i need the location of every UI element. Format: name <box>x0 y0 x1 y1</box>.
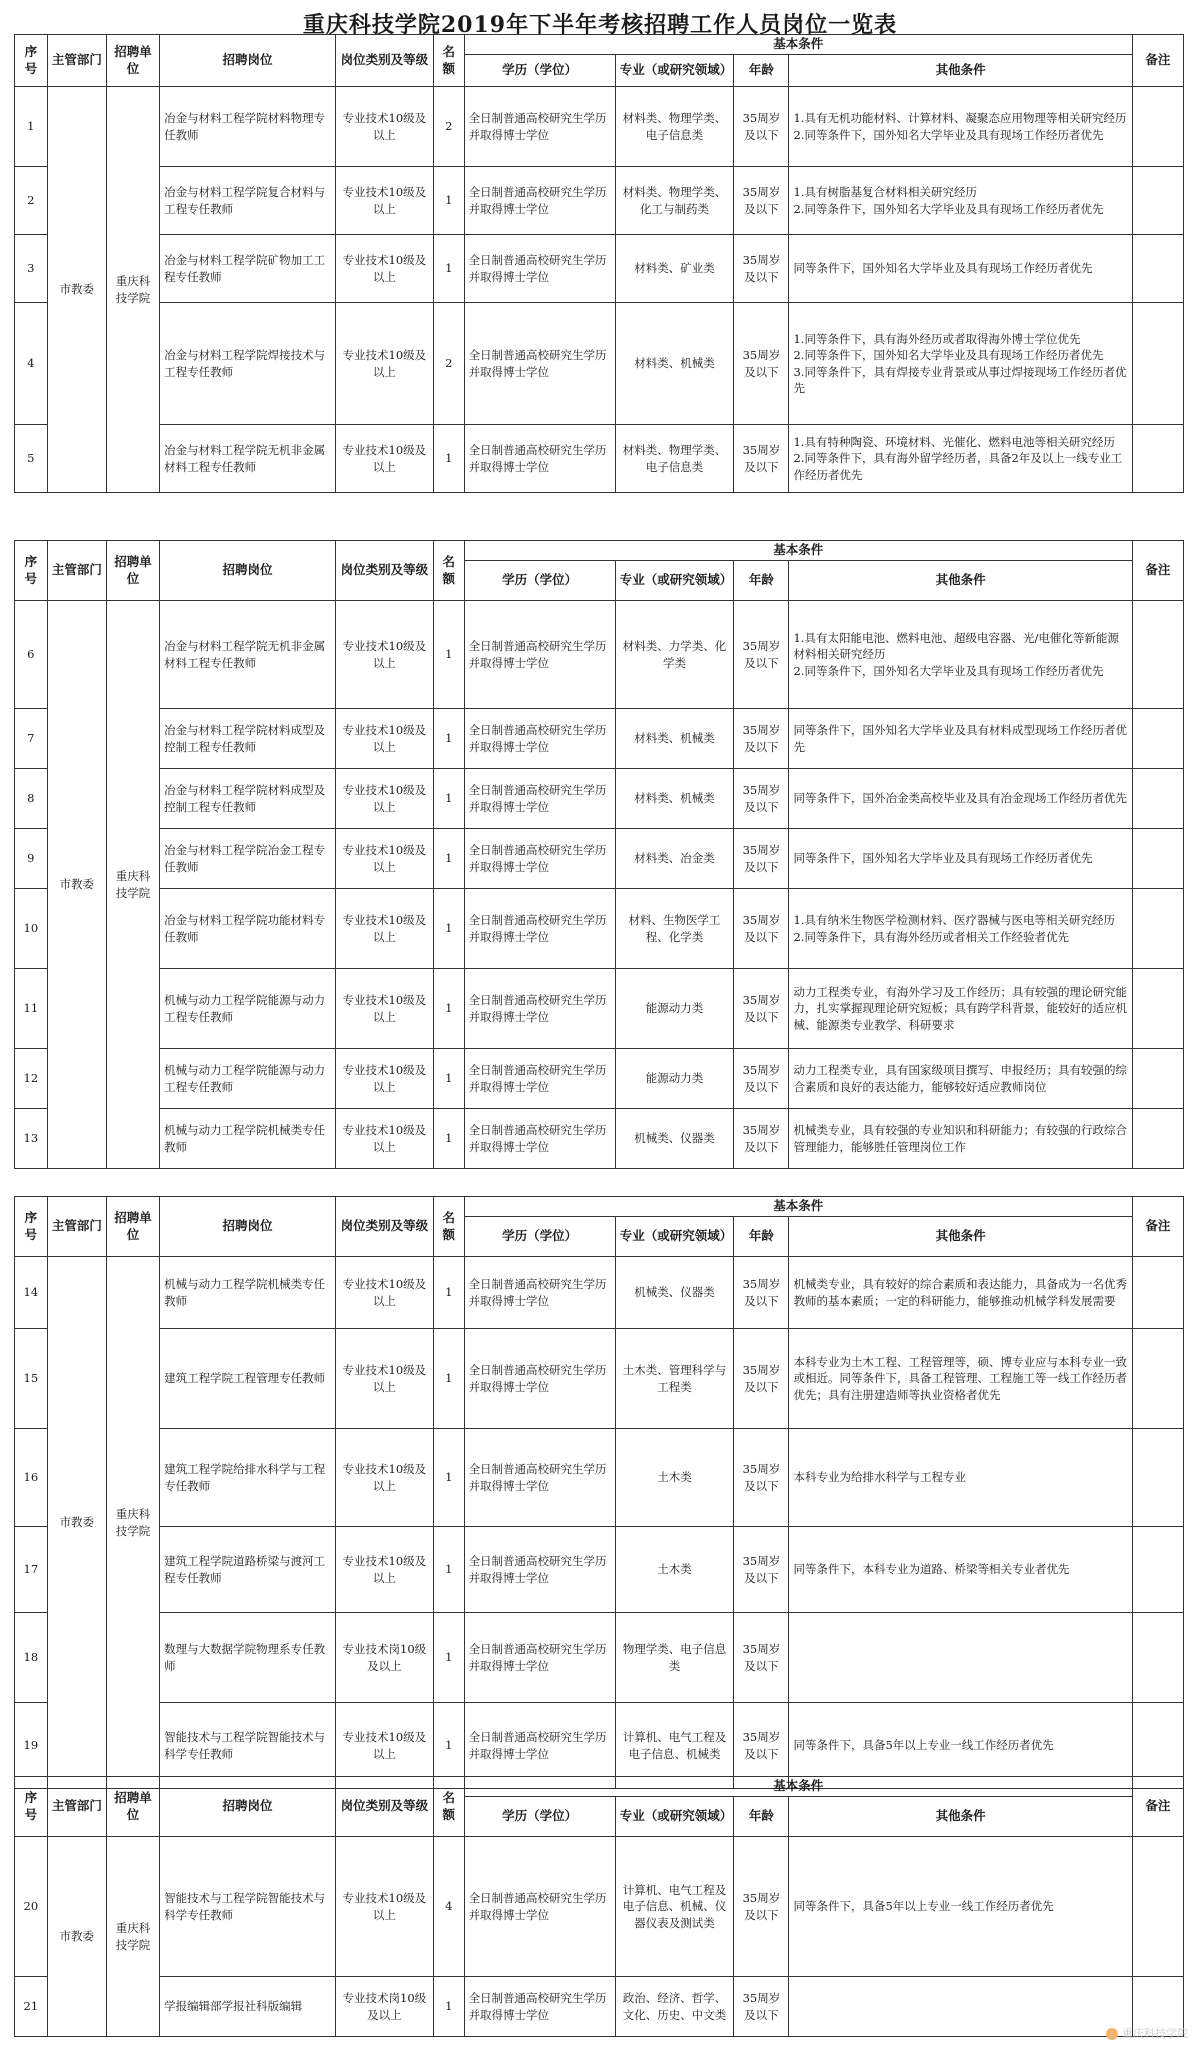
header-major: 专业（或研究领域） <box>615 1217 734 1257</box>
row-other: 动力工程类专业，有海外学习及工作经历；具有较强的理论研究能力，扎实掌握现理论研究短板；具有跨学科背景，能较好的适应机械、能源类专业教学、科研要求 <box>789 969 1132 1049</box>
row-education: 全日制普通高校研究生学历并取得博士学位 <box>464 601 615 709</box>
row-post: 机械与动力工程学院能源与动力工程专任教师 <box>160 1049 336 1109</box>
header-dept: 主管部门 <box>47 541 106 601</box>
header-other: 其他条件 <box>789 55 1132 87</box>
watermark <box>1106 2025 1188 2041</box>
watermark-text: 重庆科技学院 <box>1122 2027 1188 2040</box>
row-remark <box>1132 1613 1183 1703</box>
row-education: 全日制普通高校研究生学历并取得博士学位 <box>464 1049 615 1109</box>
row-remark <box>1132 889 1183 969</box>
row-post: 冶金与材料工程学院复合材料与工程专任教师 <box>160 167 336 235</box>
table-row <box>15 303 1184 425</box>
row-category: 专业技术10级及以上 <box>335 87 433 167</box>
row-count: 1 <box>433 1109 464 1169</box>
row-seq: 10 <box>15 889 48 969</box>
row-category: 专业技术10级及以上 <box>335 167 433 235</box>
row-post: 智能技术与工程学院智能技术与科学专任教师 <box>160 1837 336 1977</box>
row-major: 材料、生物医学工程、化学类 <box>615 889 734 969</box>
row-unit: 重庆科技学院 <box>106 601 159 1169</box>
row-category: 专业技术10级及以上 <box>335 601 433 709</box>
header-dept: 主管部门 <box>47 1777 106 1837</box>
header-count: 名额 <box>433 35 464 87</box>
row-post: 冶金与材料工程学院材料物理专任教师 <box>160 87 336 167</box>
row-count: 1 <box>433 969 464 1049</box>
header-education: 学历（学位） <box>464 55 615 87</box>
row-age: 35周岁及以下 <box>734 235 789 303</box>
row-major: 材料类、物理学类、电子信息类 <box>615 87 734 167</box>
row-other: 1.具有特种陶瓷、环境材料、光催化、燃料电池等相关研究经历 2.同等条件下，具有海外留学经历者，具备2年及以上一线专业工作经历者优先 <box>789 425 1132 493</box>
row-seq: 15 <box>15 1329 48 1429</box>
header-row <box>15 1777 1184 1797</box>
row-major: 土木类 <box>615 1429 734 1527</box>
row-post: 冶金与材料工程学院焊接技术与工程专任教师 <box>160 303 336 425</box>
row-remark <box>1132 1049 1183 1109</box>
row-remark <box>1132 1837 1183 1977</box>
row-post: 建筑工程学院道路桥梁与渡河工程专任教师 <box>160 1527 336 1613</box>
row-age: 35周岁及以下 <box>734 829 789 889</box>
table-row <box>15 1977 1184 2037</box>
row-count: 1 <box>433 601 464 709</box>
row-count: 1 <box>433 1329 464 1429</box>
row-post: 机械与动力工程学院能源与动力工程专任教师 <box>160 969 336 1049</box>
row-education: 全日制普通高校研究生学历并取得博士学位 <box>464 167 615 235</box>
row-education: 全日制普通高校研究生学历并取得博士学位 <box>464 1329 615 1429</box>
row-age: 35周岁及以下 <box>734 1613 789 1703</box>
row-category: 专业技术10级及以上 <box>335 969 433 1049</box>
row-education: 全日制普通高校研究生学历并取得博士学位 <box>464 1977 615 2037</box>
header-category: 岗位类别及等级 <box>335 541 433 601</box>
row-major: 能源动力类 <box>615 1049 734 1109</box>
header-category: 岗位类别及等级 <box>335 1197 433 1257</box>
row-post: 建筑工程学院工程管理专任教师 <box>160 1329 336 1429</box>
table-row <box>15 235 1184 303</box>
row-count: 1 <box>433 1257 464 1329</box>
row-seq: 19 <box>15 1703 48 1789</box>
header-category: 岗位类别及等级 <box>335 1777 433 1837</box>
row-other <box>789 1977 1132 2037</box>
row-remark <box>1132 769 1183 829</box>
row-post: 智能技术与工程学院智能技术与科学专任教师 <box>160 1703 336 1789</box>
row-seq: 6 <box>15 601 48 709</box>
row-unit: 重庆科技学院 <box>106 1837 159 2037</box>
row-remark <box>1132 1527 1183 1613</box>
header-seq: 序号 <box>15 541 48 601</box>
row-seq: 4 <box>15 303 48 425</box>
row-education: 全日制普通高校研究生学历并取得博士学位 <box>464 425 615 493</box>
row-education: 全日制普通高校研究生学历并取得博士学位 <box>464 969 615 1049</box>
row-seq: 3 <box>15 235 48 303</box>
header-count: 名额 <box>433 1197 464 1257</box>
header-other: 其他条件 <box>789 561 1132 601</box>
row-major: 计算机、电气工程及电子信息、机械类 <box>615 1703 734 1789</box>
row-count: 1 <box>433 1977 464 2037</box>
header-basic-conditions: 基本条件 <box>464 541 1132 561</box>
row-remark <box>1132 303 1183 425</box>
header-other: 其他条件 <box>789 1217 1132 1257</box>
row-count: 1 <box>433 889 464 969</box>
row-education: 全日制普通高校研究生学历并取得博士学位 <box>464 1109 615 1169</box>
table-row <box>15 1429 1184 1527</box>
table-row <box>15 969 1184 1049</box>
row-age: 35周岁及以下 <box>734 1429 789 1527</box>
row-seq: 14 <box>15 1257 48 1329</box>
header-seq: 序号 <box>15 1197 48 1257</box>
row-post: 冶金与材料工程学院功能材料专任教师 <box>160 889 336 969</box>
row-count: 1 <box>433 1527 464 1613</box>
row-count: 2 <box>433 87 464 167</box>
row-age: 35周岁及以下 <box>734 425 789 493</box>
header-post: 招聘岗位 <box>160 541 336 601</box>
row-major: 材料类、力学类、化学类 <box>615 601 734 709</box>
table-section-3 <box>14 1196 1184 1789</box>
row-category: 专业技术10级及以上 <box>335 425 433 493</box>
row-category: 专业技术10级及以上 <box>335 1527 433 1613</box>
header-education: 学历（学位） <box>464 561 615 601</box>
row-age: 35周岁及以下 <box>734 601 789 709</box>
header-other: 其他条件 <box>789 1797 1132 1837</box>
row-remark <box>1132 829 1183 889</box>
row-remark <box>1132 969 1183 1049</box>
row-count: 1 <box>433 1703 464 1789</box>
row-category: 专业技术10级及以上 <box>335 235 433 303</box>
row-remark <box>1132 425 1183 493</box>
table-section-1 <box>14 34 1184 493</box>
row-count: 1 <box>433 709 464 769</box>
row-major: 材料类、物理学类、电子信息类 <box>615 425 734 493</box>
row-count: 1 <box>433 829 464 889</box>
table-row <box>15 769 1184 829</box>
row-major: 材料类、机械类 <box>615 769 734 829</box>
header-post: 招聘岗位 <box>160 1197 336 1257</box>
row-category: 专业技术10级及以上 <box>335 1329 433 1429</box>
row-category: 专业技术10级及以上 <box>335 769 433 829</box>
header-basic-conditions: 基本条件 <box>464 35 1132 55</box>
row-category: 专业技术10级及以上 <box>335 889 433 969</box>
table-row <box>15 709 1184 769</box>
row-other: 同等条件下，本科专业为道路、桥梁等相关专业者优先 <box>789 1527 1132 1613</box>
row-education: 全日制普通高校研究生学历并取得博士学位 <box>464 1613 615 1703</box>
row-major: 材料类、冶金类 <box>615 829 734 889</box>
header-age: 年龄 <box>734 55 789 87</box>
row-education: 全日制普通高校研究生学历并取得博士学位 <box>464 1257 615 1329</box>
row-category: 专业技术10级及以上 <box>335 1049 433 1109</box>
row-unit: 重庆科技学院 <box>106 1257 159 1789</box>
row-major: 能源动力类 <box>615 969 734 1049</box>
row-remark <box>1132 709 1183 769</box>
row-major: 物理学类、电子信息类 <box>615 1613 734 1703</box>
row-other: 1.具有纳米生物医学检测材料、医疗器械与医电等相关研究经历 2.同等条件下，具有海外经历或者相关工作经验者优先 <box>789 889 1132 969</box>
header-seq: 序号 <box>15 1777 48 1837</box>
row-dept: 市教委 <box>47 1257 106 1789</box>
row-age: 35周岁及以下 <box>734 1837 789 1977</box>
row-unit: 重庆科技学院 <box>106 87 159 493</box>
header-dept: 主管部门 <box>47 35 106 87</box>
table-row <box>15 1109 1184 1169</box>
row-remark <box>1132 167 1183 235</box>
header-unit: 招聘单位 <box>106 541 159 601</box>
row-category: 专业技术10级及以上 <box>335 829 433 889</box>
row-other <box>789 1613 1132 1703</box>
row-post: 冶金与材料工程学院无机非金属材料工程专任教师 <box>160 601 336 709</box>
table-row <box>15 1837 1184 1977</box>
row-count: 1 <box>433 425 464 493</box>
header-major: 专业（或研究领域） <box>615 561 734 601</box>
header-basic-conditions: 基本条件 <box>464 1777 1132 1797</box>
row-remark <box>1132 1429 1183 1527</box>
row-category: 专业技术10级及以上 <box>335 1703 433 1789</box>
row-dept: 市教委 <box>47 1837 106 2037</box>
row-remark <box>1132 87 1183 167</box>
row-education: 全日制普通高校研究生学历并取得博士学位 <box>464 235 615 303</box>
row-age: 35周岁及以下 <box>734 167 789 235</box>
header-post: 招聘岗位 <box>160 1777 336 1837</box>
table-row <box>15 889 1184 969</box>
row-age: 35周岁及以下 <box>734 1049 789 1109</box>
row-post: 冶金与材料工程学院矿物加工工程专任教师 <box>160 235 336 303</box>
header-unit: 招聘单位 <box>106 1197 159 1257</box>
row-other: 1.具有树脂基复合材料相关研究经历 2.同等条件下，国外知名大学毕业及具有现场工作经历者优先 <box>789 167 1132 235</box>
row-age: 35周岁及以下 <box>734 87 789 167</box>
header-seq: 序号 <box>15 35 48 87</box>
row-education: 全日制普通高校研究生学历并取得博士学位 <box>464 769 615 829</box>
row-other: 同等条件下，国外知名大学毕业及具有现场工作经历者优先 <box>789 235 1132 303</box>
row-remark <box>1132 235 1183 303</box>
row-age: 35周岁及以下 <box>734 303 789 425</box>
row-age: 35周岁及以下 <box>734 1527 789 1613</box>
row-major: 机械类、仪器类 <box>615 1257 734 1329</box>
row-education: 全日制普通高校研究生学历并取得博士学位 <box>464 1429 615 1527</box>
row-other: 1.具有无机功能材料、计算材料、凝聚态应用物理等相关研究经历 2.同等条件下，国外知名大学毕业及具有现场工作经历者优先 <box>789 87 1132 167</box>
row-count: 1 <box>433 1613 464 1703</box>
row-seq: 7 <box>15 709 48 769</box>
row-age: 35周岁及以下 <box>734 1977 789 2037</box>
row-seq: 1 <box>15 87 48 167</box>
row-major: 政治、经济、哲学、文化、历史、中文类 <box>615 1977 734 2037</box>
row-count: 1 <box>433 1429 464 1527</box>
row-category: 专业技术10级及以上 <box>335 1257 433 1329</box>
row-category: 专业技术10级及以上 <box>335 1109 433 1169</box>
row-remark <box>1132 601 1183 709</box>
row-count: 1 <box>433 769 464 829</box>
row-category: 专业技术岗10级及以上 <box>335 1613 433 1703</box>
table-row <box>15 829 1184 889</box>
row-education: 全日制普通高校研究生学历并取得博士学位 <box>464 709 615 769</box>
header-count: 名额 <box>433 1777 464 1837</box>
header-post: 招聘岗位 <box>160 35 336 87</box>
row-major: 机械类、仪器类 <box>615 1109 734 1169</box>
row-remark <box>1132 1329 1183 1429</box>
row-seq: 17 <box>15 1527 48 1613</box>
row-category: 专业技术10级及以上 <box>335 303 433 425</box>
row-major: 计算机、电气工程及电子信息、机械、仪器仪表及测试类 <box>615 1837 734 1977</box>
table-row <box>15 1257 1184 1329</box>
header-remark: 备注 <box>1132 35 1183 87</box>
row-education: 全日制普通高校研究生学历并取得博士学位 <box>464 303 615 425</box>
row-category: 专业技术10级及以上 <box>335 1429 433 1527</box>
header-dept: 主管部门 <box>47 1197 106 1257</box>
row-education: 全日制普通高校研究生学历并取得博士学位 <box>464 87 615 167</box>
header-remark: 备注 <box>1132 541 1183 601</box>
row-count: 2 <box>433 303 464 425</box>
header-row <box>15 1197 1184 1217</box>
row-seq: 12 <box>15 1049 48 1109</box>
header-age: 年龄 <box>734 1797 789 1837</box>
row-age: 35周岁及以下 <box>734 1109 789 1169</box>
header-education: 学历（学位） <box>464 1797 615 1837</box>
row-seq: 8 <box>15 769 48 829</box>
header-basic-conditions: 基本条件 <box>464 1197 1132 1217</box>
header-unit: 招聘单位 <box>106 1777 159 1837</box>
row-other: 同等条件下，国外知名大学毕业及具有材料成型现场工作经历者优先 <box>789 709 1132 769</box>
row-age: 35周岁及以下 <box>734 1329 789 1429</box>
document-title: 重庆科技学院2019年下半年考核招聘工作人员岗位一览表 <box>302 12 898 38</box>
row-education: 全日制普通高校研究生学历并取得博士学位 <box>464 1837 615 1977</box>
table-row <box>15 1049 1184 1109</box>
row-seq: 21 <box>15 1977 48 2037</box>
row-age: 35周岁及以下 <box>734 889 789 969</box>
header-count: 名额 <box>433 541 464 601</box>
row-seq: 13 <box>15 1109 48 1169</box>
row-age: 35周岁及以下 <box>734 709 789 769</box>
row-seq: 20 <box>15 1837 48 1977</box>
header-category: 岗位类别及等级 <box>335 35 433 87</box>
table-row <box>15 601 1184 709</box>
row-other: 本科专业为给排水科学与工程专业 <box>789 1429 1132 1527</box>
table-row <box>15 425 1184 493</box>
row-post: 机械与动力工程学院机械类专任教师 <box>160 1109 336 1169</box>
header-unit: 招聘单位 <box>106 35 159 87</box>
row-education: 全日制普通高校研究生学历并取得博士学位 <box>464 1703 615 1789</box>
header-row <box>15 35 1184 55</box>
watermark-logo-icon <box>1106 2028 1118 2040</box>
row-major: 土木类 <box>615 1527 734 1613</box>
row-post: 学报编辑部学报社科版编辑 <box>160 1977 336 2037</box>
row-category: 专业技术10级及以上 <box>335 709 433 769</box>
table-row <box>15 167 1184 235</box>
row-age: 35周岁及以下 <box>734 769 789 829</box>
row-age: 35周岁及以下 <box>734 1703 789 1789</box>
header-education: 学历（学位） <box>464 1217 615 1257</box>
row-major: 材料类、矿业类 <box>615 235 734 303</box>
row-major: 材料类、机械类 <box>615 303 734 425</box>
row-category: 专业技术10级及以上 <box>335 1837 433 1977</box>
row-age: 35周岁及以下 <box>734 1257 789 1329</box>
header-remark: 备注 <box>1132 1777 1183 1837</box>
header-major: 专业（或研究领域） <box>615 1797 734 1837</box>
row-other: 同等条件下，具备5年以上专业一线工作经历者优先 <box>789 1703 1132 1789</box>
row-seq: 18 <box>15 1613 48 1703</box>
row-post: 数理与大数据学院物理系专任教师 <box>160 1613 336 1703</box>
row-major: 土木类、管理科学与工程类 <box>615 1329 734 1429</box>
row-dept: 市教委 <box>47 87 106 493</box>
row-count: 4 <box>433 1837 464 1977</box>
row-remark <box>1132 1109 1183 1169</box>
row-remark <box>1132 1257 1183 1329</box>
header-age: 年龄 <box>734 1217 789 1257</box>
row-post: 冶金与材料工程学院冶金工程专任教师 <box>160 829 336 889</box>
header-age: 年龄 <box>734 561 789 601</box>
row-count: 1 <box>433 167 464 235</box>
row-dept: 市教委 <box>47 601 106 1169</box>
row-other: 机械类专业，具有较好的综合素质和表达能力，具备成为一名优秀教师的基本素质；一定的科研能力，能够推动机械学科发展需要 <box>789 1257 1132 1329</box>
table-row <box>15 1329 1184 1429</box>
table-section-4 <box>14 1776 1184 2037</box>
row-other: 同等条件下，国外知名大学毕业及具有现场工作经历者优先 <box>789 829 1132 889</box>
header-remark: 备注 <box>1132 1197 1183 1257</box>
row-major: 材料类、物理学类、化工与制药类 <box>615 167 734 235</box>
row-other: 1.同等条件下，具有海外经历或者取得海外博士学位优先 2.同等条件下，国外知名大学毕业及具有现场工作经历者优先 3.同等条件下，具有焊接专业背景或从事过焊接现场工作经历者优先 <box>789 303 1132 425</box>
table-row <box>15 87 1184 167</box>
row-count: 1 <box>433 1049 464 1109</box>
table-section-2 <box>14 540 1184 1169</box>
row-seq: 5 <box>15 425 48 493</box>
row-education: 全日制普通高校研究生学历并取得博士学位 <box>464 1527 615 1613</box>
row-other: 本科专业为土木工程、工程管理等，硕、博专业应与本科专业一致或相近。同等条件下，具备工程管理、工程施工等一线工作经历者优先；具有注册建造师等执业资格者优先 <box>789 1329 1132 1429</box>
row-post: 机械与动力工程学院机械类专任教师 <box>160 1257 336 1329</box>
header-major: 专业（或研究领域） <box>615 55 734 87</box>
row-seq: 2 <box>15 167 48 235</box>
row-post: 建筑工程学院给排水科学与工程专任教师 <box>160 1429 336 1527</box>
row-other: 机械类专业，具有较强的专业知识和科研能力；有较强的行政综合管理能力，能够胜任管理岗位工作 <box>789 1109 1132 1169</box>
row-other: 同等条件下，具备5年以上专业一线工作经历者优先 <box>789 1837 1132 1977</box>
row-other: 1.具有太阳能电池、燃料电池、超级电容器、光/电催化等新能源材料相关研究经历 2.同等条件下，国外知名大学毕业及具有现场工作经历者优先 <box>789 601 1132 709</box>
table-row <box>15 1527 1184 1613</box>
row-post: 冶金与材料工程学院无机非金属材料工程专任教师 <box>160 425 336 493</box>
row-seq: 9 <box>15 829 48 889</box>
row-education: 全日制普通高校研究生学历并取得博士学位 <box>464 889 615 969</box>
row-seq: 16 <box>15 1429 48 1527</box>
row-age: 35周岁及以下 <box>734 969 789 1049</box>
header-row <box>15 541 1184 561</box>
row-seq: 11 <box>15 969 48 1049</box>
row-education: 全日制普通高校研究生学历并取得博士学位 <box>464 829 615 889</box>
row-category: 专业技术岗10级及以上 <box>335 1977 433 2037</box>
row-other: 动力工程类专业，具有国家级项目撰写、申报经历；具有较强的综合素质和良好的表达能力，能够较好适应教师岗位 <box>789 1049 1132 1109</box>
row-post: 冶金与材料工程学院材料成型及控制工程专任教师 <box>160 769 336 829</box>
row-major: 材料类、机械类 <box>615 709 734 769</box>
row-other: 同等条件下，国外冶金类高校毕业及具有冶金现场工作经历者优先 <box>789 769 1132 829</box>
row-count: 1 <box>433 235 464 303</box>
table-row <box>15 1613 1184 1703</box>
row-post: 冶金与材料工程学院材料成型及控制工程专任教师 <box>160 709 336 769</box>
